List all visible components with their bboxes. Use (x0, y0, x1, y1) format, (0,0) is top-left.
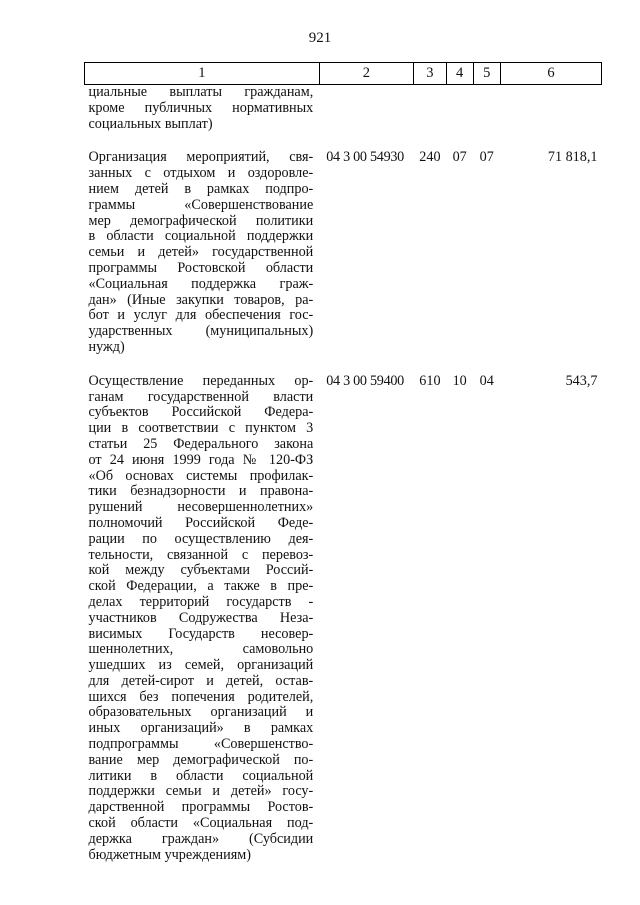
subsection-code: 07 (479, 149, 494, 166)
header-col-1: 1 (85, 63, 320, 85)
row-name-line: рации по осуществлению дея- (88, 530, 314, 547)
spacer-cell (473, 132, 501, 150)
row-name-cell (85, 150, 320, 355)
row-name-line: кроме публичных нормативных (88, 99, 314, 116)
header-col-4: 4 (446, 63, 473, 85)
row-name-line: циальные выплаты гражданам, (88, 84, 314, 100)
table-header-row (85, 63, 602, 85)
row-name-line: ции в соответствии с пунктом 3 (88, 420, 314, 437)
row-name-line: шихся без попечения родителей, (88, 688, 314, 705)
expense-type-code: 240 (419, 149, 441, 166)
spacer-cell (446, 356, 473, 374)
target-article-code: 04 3 00 59400 (326, 372, 404, 389)
row-name-line: тики безнадзорности и правона- (88, 483, 314, 500)
row-name-line: субъектов Российской Федера- (88, 404, 314, 421)
row-name-line: программы Ростовской области (88, 259, 314, 276)
row-name-line: висимых Государств несовер- (88, 625, 314, 642)
target-article-code (319, 85, 413, 133)
row-name-line: бот и услуг для обеспечения гос- (88, 307, 314, 324)
row-spacer (85, 356, 602, 374)
row-name-line: ской Федерации, а также в пре- (88, 578, 314, 595)
spacer-cell (413, 356, 446, 374)
amount-value: 543,7 (565, 372, 598, 389)
row-name-line: бюджетным учреждениям) (88, 846, 251, 863)
row-name-line: от 24 июня 1999 года № 120-ФЗ (88, 451, 314, 468)
table-row (85, 85, 602, 133)
row-name-line: ской области «Социальная под- (88, 815, 314, 832)
row-name-line: для детей-сирот и детей, остав- (88, 672, 314, 689)
spacer-cell (446, 132, 473, 150)
row-name-line: подпрограммы «Совершенство- (88, 736, 314, 753)
row-name-line: тельности, связанной с перевоз- (88, 546, 314, 563)
spacer-cell (85, 132, 320, 150)
row-name-line: иных организаций» в рамках (88, 720, 314, 737)
row-name-cell (85, 374, 320, 864)
row-name-line: «Об основах системы профилак- (88, 467, 314, 484)
row-name-line: литики в области социальной (88, 767, 314, 784)
expense-type-code (413, 85, 446, 133)
row-name-line: мер демографической политики (88, 212, 314, 229)
row-name-line: дарственной программы Ростов- (88, 799, 314, 816)
budget-table (84, 62, 602, 863)
row-name-line: социальных выплат) (88, 115, 213, 132)
section-code: 07 (452, 149, 467, 166)
row-name-line: «Социальная поддержка граж- (88, 275, 314, 292)
row-name-line: ударственных (муниципальных) (88, 323, 314, 340)
row-name-line: граммы «Совершенствование (88, 196, 314, 213)
row-name-line: ганам государственной власти (88, 388, 314, 405)
row-name-line: Осуществление переданных ор- (88, 372, 314, 389)
row-name-line: в области социальной поддержки (88, 228, 314, 245)
header-col-2: 2 (319, 63, 413, 85)
page-number: 921 (308, 30, 332, 46)
row-name-line: нужд) (88, 338, 125, 355)
row-name-cell (85, 85, 320, 133)
section-code (446, 85, 473, 133)
row-name-line: Организация мероприятий, свя- (88, 149, 314, 166)
table-body (85, 85, 602, 864)
row-name-line: ушедших из семей, организаций (88, 657, 314, 674)
spacer-cell (85, 356, 320, 374)
row-name-line: статьи 25 Федерального закона (88, 435, 314, 452)
table-row (85, 374, 602, 864)
row-spacer (85, 132, 602, 150)
row-name-line: нием детей в рамках подпро- (88, 180, 314, 197)
expense-type-code: 610 (419, 372, 441, 389)
header-col-6: 6 (501, 63, 602, 85)
row-name-line: рушений несовершеннолетних» (88, 499, 314, 516)
row-name-line: шеннолетних, самовольно (88, 641, 314, 658)
row-name-line: держка граждан» (Субсидии (88, 830, 314, 847)
spacer-cell (501, 356, 602, 374)
row-name-line: вание мер демографической по- (88, 751, 314, 768)
subsection-code (473, 85, 501, 133)
row-name-line: поддержки семьи и детей» госу- (88, 783, 314, 800)
table-row (85, 150, 602, 355)
row-name-line: кой между субъектами Россий- (88, 562, 314, 579)
spacer-cell (413, 132, 446, 150)
target-article-code: 04 3 00 54930 (326, 149, 404, 166)
row-name-line: образовательных организаций и (88, 704, 314, 721)
row-name-line: дан» (Иные закупки товаров, ра- (88, 291, 314, 308)
spacer-cell (473, 356, 501, 374)
section-code: 10 (452, 372, 467, 389)
row-name-line: занных с отдыхом и оздоровле- (88, 165, 314, 182)
amount-value: 71 818,1 (547, 149, 598, 166)
header-col-5: 5 (473, 63, 501, 85)
row-name-line: участников Содружества Неза- (88, 609, 314, 626)
spacer-cell (319, 356, 413, 374)
row-name-line: полномочий Российской Феде- (88, 514, 314, 531)
spacer-cell (319, 132, 413, 150)
header-col-3: 3 (413, 63, 446, 85)
subsection-code: 04 (479, 372, 494, 389)
row-name-line: семьи и детей» государственной (88, 244, 314, 261)
spacer-cell (501, 132, 602, 150)
row-name-line: делах территорий государств - (88, 593, 314, 610)
amount-value (501, 85, 602, 133)
